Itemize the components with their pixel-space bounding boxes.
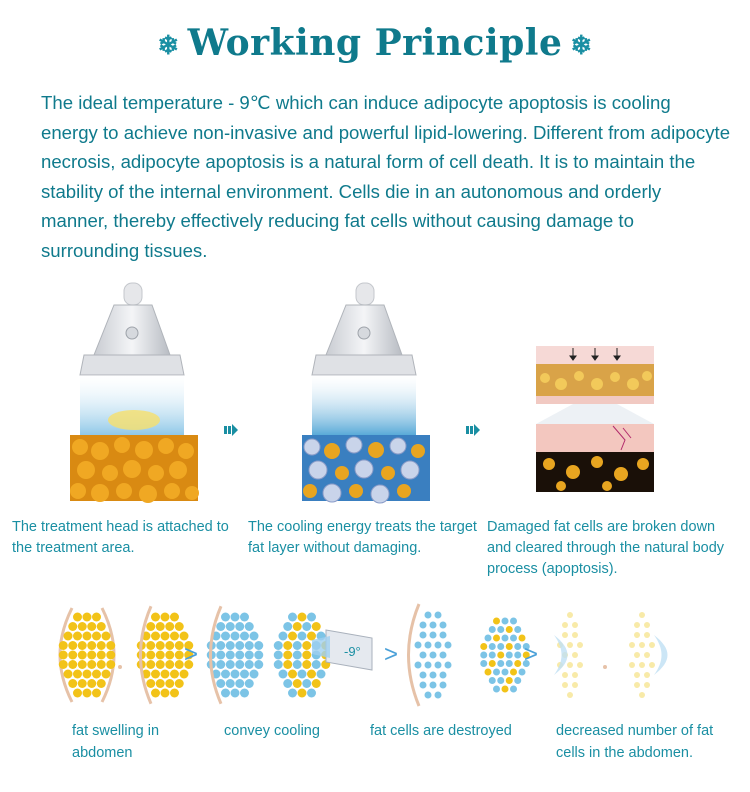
cell-dot — [245, 679, 254, 688]
step-2-illustration — [294, 275, 434, 505]
cell-dot — [250, 632, 259, 641]
cell-dot — [562, 682, 568, 688]
cell-dot — [634, 672, 640, 678]
cell-dot — [156, 641, 165, 650]
cell-dot — [493, 635, 500, 642]
cell-dot — [302, 651, 311, 660]
cell-dot — [87, 622, 96, 631]
cell-dot — [274, 641, 283, 650]
cell-dot — [644, 652, 650, 658]
cell-dot — [165, 651, 174, 660]
cell-dot — [510, 618, 517, 625]
cell-dot — [634, 652, 640, 658]
cell-dot — [415, 642, 422, 649]
cell-dot — [572, 672, 578, 678]
cell-dot — [78, 679, 87, 688]
cell-dot — [170, 613, 179, 622]
cell-dot — [283, 641, 292, 650]
cell-dot — [425, 642, 432, 649]
cell-dot — [629, 662, 635, 668]
cell-dot — [634, 682, 640, 688]
stage-2-caption: convey cooling — [224, 723, 320, 739]
cell-dot — [497, 677, 504, 684]
cell-dot — [83, 613, 92, 622]
cell-dot — [430, 672, 437, 679]
cooling-label: -9° — [344, 644, 361, 659]
cell-dot — [489, 652, 496, 659]
cell-dot — [83, 689, 92, 698]
cell-dot — [567, 662, 573, 668]
cell-dot — [59, 641, 68, 650]
cell-dot — [506, 626, 513, 633]
cell-dot — [231, 632, 240, 641]
cell-dot — [420, 682, 427, 689]
cell-dot — [629, 642, 635, 648]
cell-dot — [415, 662, 422, 669]
title-text: Working Principle — [187, 22, 563, 64]
cell-dot — [254, 641, 263, 650]
cell-dot — [506, 677, 513, 684]
cell-dot — [279, 632, 288, 641]
cell-dot — [485, 669, 492, 676]
cell-dot — [68, 641, 77, 650]
cell-dot — [161, 689, 170, 698]
cell-dot — [216, 660, 225, 669]
cell-dot — [73, 613, 82, 622]
cell-dot — [302, 679, 311, 688]
cell-dot — [64, 632, 73, 641]
cell-dot — [639, 662, 645, 668]
cell-dot — [87, 660, 96, 669]
cell-dot — [514, 643, 521, 650]
cell-dot — [293, 651, 302, 660]
cell-dot — [425, 692, 432, 699]
process-diagram — [50, 600, 710, 710]
cell-dot — [216, 641, 225, 650]
svg-text:>: > — [184, 641, 199, 668]
cell-dot — [283, 679, 292, 688]
cell-dot — [78, 660, 87, 669]
cell-dot — [221, 670, 230, 679]
cell-dot — [245, 660, 254, 669]
cell-dot — [502, 635, 509, 642]
cell-dot — [226, 660, 235, 669]
cell-dot — [274, 660, 283, 669]
cell-dot — [288, 613, 297, 622]
cell-dot — [420, 622, 427, 629]
cell-dot — [146, 651, 155, 660]
cell-dot — [283, 622, 292, 631]
cell-dot — [97, 651, 106, 660]
cell-dot — [68, 660, 77, 669]
cell-dot — [226, 679, 235, 688]
cell-dot — [170, 670, 179, 679]
cell-dot — [502, 686, 509, 693]
cell-dot — [634, 632, 640, 638]
cell-dot — [102, 670, 111, 679]
step-3-caption: Damaged fat cells are broken down and cleared through the natural body process (apoptosis). — [487, 519, 725, 577]
cell-dot — [165, 641, 174, 650]
cell-dot — [562, 672, 568, 678]
cell-dot — [497, 652, 504, 659]
cell-dot — [151, 689, 160, 698]
cell-dot — [644, 622, 650, 628]
cell-dot — [420, 672, 427, 679]
cell-dot — [73, 670, 82, 679]
cooling-lens — [554, 635, 568, 675]
cell-dot — [440, 672, 447, 679]
snowflake-icon: ❄ — [157, 31, 180, 61]
cell-dot — [78, 622, 87, 631]
cell-dot — [245, 651, 254, 660]
cell-dot — [68, 679, 77, 688]
cell-dot — [175, 641, 184, 650]
cell-dot — [502, 618, 509, 625]
cell-dot — [240, 613, 249, 622]
cell-dot — [440, 622, 447, 629]
cell-dot — [312, 622, 321, 631]
cell-dot — [572, 632, 578, 638]
cell-dot — [59, 651, 68, 660]
cell-dot — [440, 682, 447, 689]
cell-dot — [435, 642, 442, 649]
cell-dot — [161, 670, 170, 679]
arrow-right-icon — [224, 423, 238, 437]
cell-dot — [480, 643, 487, 650]
cell-dot — [562, 622, 568, 628]
cell-dot — [493, 669, 500, 676]
page-title — [0, 22, 750, 64]
cell-dot — [254, 651, 263, 660]
cell-dot — [307, 670, 316, 679]
cell-dot — [240, 670, 249, 679]
cell-dot — [97, 622, 106, 631]
cell-dot — [302, 660, 311, 669]
cell-dot — [216, 679, 225, 688]
cell-dot — [92, 632, 101, 641]
cell-dot — [440, 632, 447, 639]
stage-1-fat-cluster — [59, 606, 194, 704]
cell-dot — [151, 613, 160, 622]
cell-dot — [480, 660, 487, 667]
cell-dot — [430, 622, 437, 629]
cell-dot — [254, 660, 263, 669]
cell-dot — [221, 689, 230, 698]
cell-dot — [283, 660, 292, 669]
cell-dot — [440, 652, 447, 659]
cell-dot — [293, 622, 302, 631]
cell-dot — [298, 613, 307, 622]
cell-dot — [92, 613, 101, 622]
cell-dot — [489, 643, 496, 650]
cell-dot — [92, 689, 101, 698]
cell-dot — [235, 622, 244, 631]
cell-dot — [231, 670, 240, 679]
cell-dot — [644, 672, 650, 678]
cell-dot — [514, 626, 521, 633]
cell-dot — [235, 641, 244, 650]
cell-dot — [317, 670, 326, 679]
cell-dot — [216, 622, 225, 631]
cell-dot — [175, 622, 184, 631]
cell-dot — [221, 613, 230, 622]
cell-dot — [165, 660, 174, 669]
step-2-caption: The cooling energy treats the target fat layer without damaging. — [248, 519, 477, 556]
cell-dot — [59, 660, 68, 669]
cell-dot — [572, 622, 578, 628]
cell-dot — [567, 692, 573, 698]
cell-dot — [435, 612, 442, 619]
cell-dot — [146, 641, 155, 650]
cell-dot — [97, 660, 106, 669]
cell-dot — [639, 612, 645, 618]
cell-dot — [170, 632, 179, 641]
cell-dot — [156, 651, 165, 660]
cell-dot — [235, 651, 244, 660]
cell-dot — [156, 660, 165, 669]
cell-dot — [87, 651, 96, 660]
cell-dot — [151, 632, 160, 641]
cell-dot — [161, 613, 170, 622]
cell-dot — [485, 635, 492, 642]
cell-dot — [288, 670, 297, 679]
cell-dot — [78, 651, 87, 660]
cell-dot — [567, 612, 573, 618]
cell-dot — [226, 651, 235, 660]
cooling-lens — [654, 635, 668, 675]
cell-dot — [240, 689, 249, 698]
cell-dot — [514, 652, 521, 659]
cell-dot — [572, 652, 578, 658]
cell-dot — [634, 622, 640, 628]
cell-dot — [83, 632, 92, 641]
cell-dot — [235, 660, 244, 669]
cell-dot — [312, 660, 321, 669]
cell-dot — [175, 660, 184, 669]
cell-dot — [430, 632, 437, 639]
cell-dot — [307, 689, 316, 698]
intro-paragraph: The ideal temperature - 9℃ which can induce adipocyte apoptosis is cooling energy to achieve non-invasive and powerful lipid-lowering. Different from adipocyte necrosis, adipocyte apoptosis is a natural form of cell death. It is to maintain the stability of the internal environment. Cells die in an autonomous and orderly manner, thereby effectively reducing fat cells without causing damage to surrounding tissues. — [41, 92, 731, 261]
cell-dot — [146, 660, 155, 669]
snowflake-icon: ❄ — [570, 31, 593, 61]
cell-dot — [430, 652, 437, 659]
cell-dot — [288, 632, 297, 641]
cell-dot — [165, 679, 174, 688]
cell-dot — [175, 679, 184, 688]
cell-dot — [497, 660, 504, 667]
cell-dot — [274, 651, 283, 660]
cell-dot — [562, 632, 568, 638]
cell-dot — [639, 692, 645, 698]
cell-dot — [298, 632, 307, 641]
cell-dot — [226, 641, 235, 650]
cell-dot — [161, 632, 170, 641]
cell-dot — [489, 626, 496, 633]
cell-dot — [106, 660, 115, 669]
cell-dot — [519, 669, 526, 676]
arrow-right-icon — [466, 423, 480, 437]
cell-dot — [302, 622, 311, 631]
cell-dot — [250, 670, 259, 679]
cell-dot — [78, 641, 87, 650]
cell-dot — [502, 669, 509, 676]
svg-text:>: > — [524, 641, 539, 668]
cell-dot — [514, 677, 521, 684]
cell-dot — [283, 651, 292, 660]
cell-dot — [73, 689, 82, 698]
cell-dot — [87, 641, 96, 650]
step-1-caption: The treatment head is attached to the treatment area. — [12, 519, 229, 556]
cell-dot — [420, 632, 427, 639]
cell-dot — [307, 613, 316, 622]
cell-dot — [240, 632, 249, 641]
cell-dot — [577, 642, 583, 648]
cell-dot — [435, 692, 442, 699]
cell-dot — [493, 686, 500, 693]
cell-dot — [510, 635, 517, 642]
cell-dot — [493, 618, 500, 625]
cell-dot — [293, 641, 302, 650]
cell-dot — [639, 642, 645, 648]
cell-dot — [231, 689, 240, 698]
cell-dot — [73, 632, 82, 641]
cell-dot — [445, 662, 452, 669]
cell-dot — [106, 651, 115, 660]
cell-dot — [151, 670, 160, 679]
cell-dot — [146, 679, 155, 688]
cell-dot — [170, 689, 179, 698]
cell-dot — [216, 651, 225, 660]
cell-dot — [497, 626, 504, 633]
cell-dot — [97, 641, 106, 650]
cell-dot — [87, 679, 96, 688]
cell-dot — [226, 622, 235, 631]
cell-dot — [293, 679, 302, 688]
cell-dot — [445, 642, 452, 649]
cell-dot — [506, 643, 513, 650]
cell-dot — [279, 670, 288, 679]
cell-dot — [102, 632, 111, 641]
cell-dot — [221, 632, 230, 641]
step-1-illustration — [62, 275, 202, 505]
cell-dot — [92, 670, 101, 679]
cell-dot — [644, 682, 650, 688]
cell-dot — [68, 622, 77, 631]
cell-dot — [156, 679, 165, 688]
cell-dot — [497, 643, 504, 650]
cell-dot — [180, 670, 189, 679]
svg-text:>: > — [384, 641, 399, 668]
cell-dot — [425, 612, 432, 619]
cell-dot — [231, 613, 240, 622]
cell-dot — [245, 622, 254, 631]
cell-dot — [572, 682, 578, 688]
stage-4-caption: decreased number of fat cells in the abdomen. — [556, 723, 714, 761]
cell-dot — [649, 642, 655, 648]
cell-dot — [298, 689, 307, 698]
cell-dot — [235, 679, 244, 688]
cell-dot — [567, 642, 573, 648]
cell-dot — [649, 662, 655, 668]
cell-dot — [435, 662, 442, 669]
cell-dot — [489, 677, 496, 684]
cell-dot — [506, 652, 513, 659]
cell-dot — [68, 651, 77, 660]
cell-dot — [298, 670, 307, 679]
cell-dot — [514, 660, 521, 667]
stage-1-caption: fat swelling in abdomen — [72, 723, 160, 761]
cell-dot — [106, 641, 115, 650]
cell-dot — [64, 670, 73, 679]
cell-dot — [288, 689, 297, 698]
cell-dot — [165, 622, 174, 631]
cell-dot — [420, 652, 427, 659]
cell-dot — [506, 660, 513, 667]
cell-dot — [245, 641, 254, 650]
cell-dot — [312, 679, 321, 688]
cell-dot — [307, 632, 316, 641]
cell-dot — [302, 641, 311, 650]
cell-dot — [293, 660, 302, 669]
step-3-illustration — [533, 340, 663, 500]
cell-dot — [480, 652, 487, 659]
cell-dot — [156, 622, 165, 631]
cell-dot — [577, 662, 583, 668]
cell-dot — [83, 670, 92, 679]
cell-dot — [180, 632, 189, 641]
cell-dot — [425, 662, 432, 669]
cell-dot — [510, 686, 517, 693]
stage-3-caption: fat cells are destroyed — [370, 723, 512, 739]
cell-dot — [644, 632, 650, 638]
cell-dot — [489, 660, 496, 667]
cell-dot — [97, 679, 106, 688]
cell-dot — [146, 622, 155, 631]
cell-dot — [175, 651, 184, 660]
cell-dot — [510, 669, 517, 676]
cell-dot — [430, 682, 437, 689]
